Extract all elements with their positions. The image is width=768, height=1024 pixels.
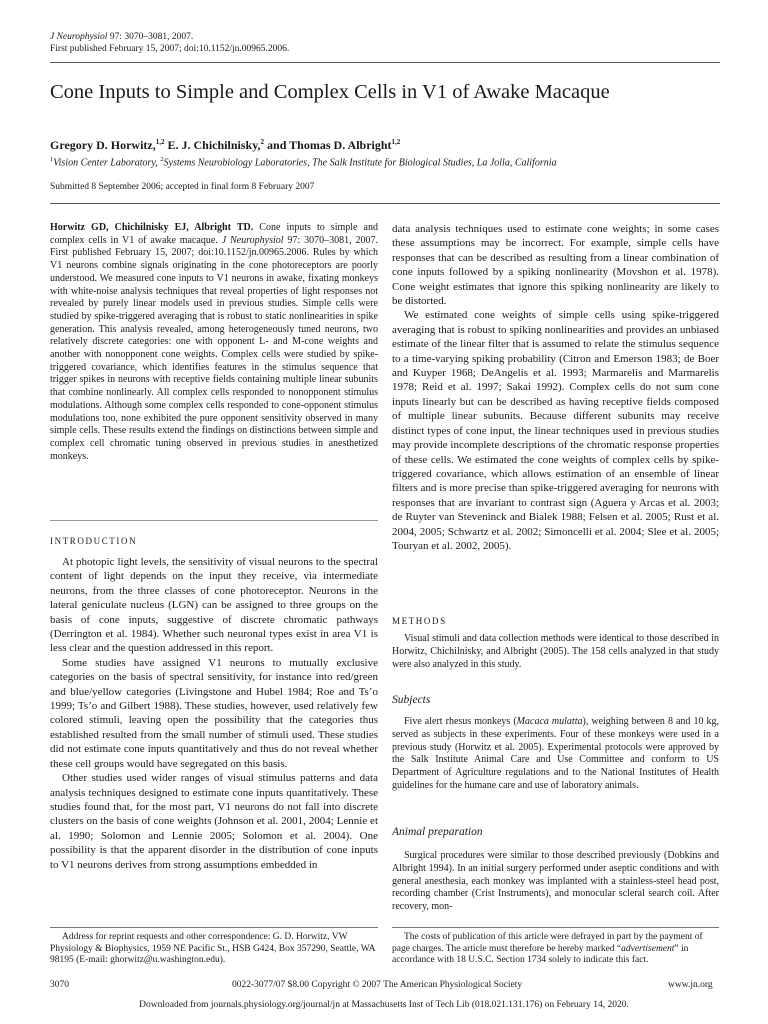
correspondence-footnote: Address for reprint requests and other correspondence: G. D. Horwitz, VW Physiology & Biophysics, 1959 NE Pacific St., HSB G424, Box 357290, Seattle, WA 98195 (E-mail: ghorwitz@u.washington.edu).	[50, 932, 375, 966]
author-2: E. J. Chichilnisky,	[164, 138, 261, 152]
cost-note-a: The costs of publication of this article were defrayed in part by the payment of page charges. The article must therefore be hereby marked “	[392, 932, 703, 954]
abstract-rule	[50, 520, 378, 521]
download-notice: Downloaded from journals.physiology.org/journal/jn at Massachusetts Inst of Tech Lib (018.021.131.176) on February 14, 2020.	[139, 1000, 629, 1010]
animal-prep-body	[392, 850, 719, 914]
abstract-text: 97: 3070–3081, 2007. First published February 15, 2007; doi:10.1152/jn.00965.2006. Rules by which V1 neurons combine signals originating in the cone photoreceptors are poorly understood. We measured cone inputs to V1 neurons in awake, fixating monkeys with white-noise analysis techniques that reveal properties of light responses not revealed by purely linear models used in previous studies. Simple cells were studied by spike-triggered averaging that is robust to static nonlinearities in spike generation. This analysis revealed, among heterogeneously tuned neurons, two relatively discrete categories: one with opponent L- and M-cone weights and another with nonopponent cone weights. Complex cells were studied by spike-triggered covariance, which identifies features in the stimulus sequence that trigger spikes in neurons with receptive fields containing multiple linear subunits that combine nonlinearly. All complex cells responded to nonopponent stimulus modulations. Although some complex cells responded to cone-opponent stimulus modulations too, none exhibited the pure opponent sensitivity observed in many simple cells. These results extend the findings on distinctions between simple and complex cell chromatic tuning observed in previous studies in anesthetized monkeys.	[50, 234, 378, 462]
copyright-line: 0022-3077/07 $8.00 Copyright © 2007 The American Physiological Society	[232, 980, 523, 990]
title-block-rule	[50, 203, 720, 204]
species-name: Macaca mulatta	[516, 716, 583, 727]
subjects-heading: Subjects	[392, 694, 431, 706]
journal-name: J Neurophysiol	[50, 32, 108, 42]
affil-2: Systems Neurobiology Laboratories, The Salk Institute for Biological Studies, La Jolla, California	[163, 157, 557, 169]
cost-note-b: ” in accordance with 18 U.S.C. Section 1734 solely to indicate this fact.	[392, 943, 689, 966]
page-number: 3070	[50, 980, 69, 990]
animal-prep-paragraph: Surgical procedures were similar to those described previously (Dobkins and Albright 1994). In an initial surgery performed under aseptic conditions and with general anesthesia, each monkey was implanted with a stainless-steel head post, recording chamber (Crist Instruments), and monocular scleral search coil. After recovery, mon-	[392, 850, 719, 913]
author-3: and Thomas D. Albright	[264, 138, 392, 152]
subjects-text-b: ), weighing between 8 and 10 kg, served as subjects in these experiments. Four of these monkeys were used in a previous study (Horwitz et al. 2005). Experimental protocols were approved by the Salk Institute Animal Care and Use Committee and conform to US Department of Agriculture regulations and to the National Institutes of Health guidelines for the humane care and use of laboratory animals.	[392, 716, 719, 791]
affiliations	[50, 156, 557, 168]
abstract	[50, 222, 378, 463]
subjects-paragraph	[392, 716, 719, 793]
affil-1-marker: 1	[50, 156, 54, 163]
published-line: First published February 15, 2007; doi:10.1152/jn.00965.2006.	[50, 44, 290, 54]
submission-dates: Submitted 8 September 2006; accepted in final form 8 February 2007	[50, 182, 315, 192]
abstract-cite-journal: J Neurophysiol	[221, 234, 284, 246]
abstract-cite-authors: Horwitz GD, Chichilnisky EJ, Albright TD.	[50, 222, 254, 233]
right-column-intro	[392, 222, 719, 553]
introduction-heading: INTRODUCTION	[50, 536, 138, 546]
intro-paragraph-1: At photopic light levels, the sensitivity of visual neurons to the spectral content of light depends on the input they receive, via intermediate neurons, from the three classes of cone photoreceptor. Neurons in the lateral geniculate nucleus (LGN) can be assigned to three groups on the basis of cone inputs, suggestive of discrete chromatic pathways (Derrington et al. 1984). Whether such neuronal types exist in area V1 is less clear and the question addressed in this report.	[50, 556, 378, 655]
cost-note-em: advertisement	[621, 943, 675, 954]
footnote-rule-left	[50, 927, 378, 928]
publication-cost-footnote	[392, 932, 719, 967]
animal-prep-heading: Animal preparation	[392, 826, 483, 838]
intro-paragraph-3: Other studies used wider ranges of visual stimulus patterns and data analysis techniques designed to estimate cone inputs quantitatively. These studies found that, for the most part, V1 neurons do not fall into discrete clusters on the basis of cone weights (Johnson et al. 2001, 2004; Lennie et al. 1990; Solomon and Lennie 2005; Solomon et al. 2004). One possibility is that the apparent disorder in the distribution of cone inputs to V1 neurons derives from strong assumptions embedded in	[50, 772, 378, 871]
introduction-body	[50, 555, 378, 872]
abstract-cite-title: Cone inputs to simple and complex cells in V1 of awake macaque.	[50, 222, 378, 246]
intro-paragraph-2: Some studies have assigned V1 neurons to mutually exclusive categories on the basis of spectral sensitivity, for instance into red/green and blue/yellow categories (Livingstone and Hubel 1984; Roe and Ts’o 1999; Ts’o and Gilbert 1988). These studies, however, used relatively few colored stimuli, leaving open the possibility that the categories thus established resulted from the small number of stimuli used. These studies did not estimate cone inputs quantitatively and thus do not reveal whether these cell groups would have segregated on this basis.	[50, 656, 378, 770]
author-list	[50, 138, 400, 153]
right-paragraph-1: data analysis techniques used to estimate cone weights; in some cases these assumptions may be incorrect. For example, simple cells have responses that can be described as resulting from a linear combination of cone inputs followed by a spiking nonlinearity (Movshon et al. 1978). Cone weight estimates that ignore this spiking nonlinearity are likely to be distorted.	[392, 223, 719, 308]
author-3-affil: 1,2	[391, 138, 401, 146]
journal-website[interactable]: www.jn.org	[668, 980, 713, 990]
footnote-rule-right	[392, 927, 719, 928]
journal-citation: 97: 3070–3081, 2007.	[107, 32, 194, 42]
affil-2-marker: 2	[160, 156, 164, 163]
subjects-body	[392, 716, 719, 793]
methods-heading: METHODS	[392, 616, 447, 626]
subjects-text-a: Five alert rhesus monkeys (	[404, 716, 517, 727]
article-title: Cone Inputs to Simple and Complex Cells in V1 of Awake Macaque	[50, 81, 610, 103]
header-rule	[50, 62, 720, 63]
methods-body	[392, 633, 719, 671]
affil-1: Vision Center Laboratory,	[53, 157, 161, 169]
right-paragraph-2: We estimated cone weights of simple cells using spike-triggered averaging that is robust to spiking nonlinearities and provides an unbiased estimate of the linear filter that is assumed to relate the stimulus sequence to a time-varying spiking probability (Citron and Emerson 1983; de Boer and Kuyper 1968; DeAngelis et al. 1993; Marmarelis and Marmarelis 1978; Reid et al. 1997; Sakai 1992). Complex cells do not sum cone inputs linearly but can be described as having receptive fields composed of multiple linear subunits. Because different subunits may receive distinct types of cone input, the linear techniques used in previous studies may provide incomplete descriptions of the chromatic response properties of these cells. We estimated the cone weights of complex cells by spike-triggered covariance, which allows estimation of an ensemble of linear filters and is more precise than spike-triggered averaging for neurons with responses that are invariant to contrast sign (Aguera y Arcas et al. 2003; de Ruyter van Steveninck and Bialek 1988; Felsen et al. 2005; Rust et al. 2004, 2005; Schwartz et al. 2002; Simoncelli et al. 2004; Slee et al. 2005; Touryan et al. 2002, 2005).	[392, 309, 719, 552]
author-1: Gregory D. Horwitz,	[50, 138, 156, 152]
methods-paragraph: Visual stimuli and data collection methods were identical to those described in Horwitz, Chichilnisky, and Albright (2005). The 158 cells analyzed in that study were also analyzed in this study.	[392, 633, 719, 670]
author-1-affil: 1,2	[155, 138, 165, 146]
journal-header	[50, 31, 289, 55]
author-2-affil: 2	[260, 138, 265, 146]
